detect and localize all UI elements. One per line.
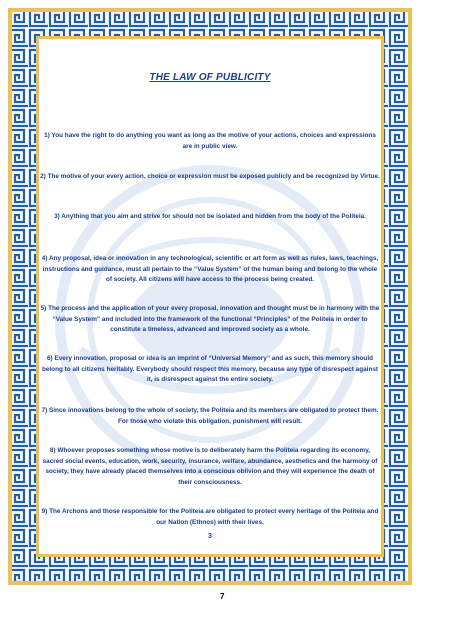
paragraph-7: 7) Since innovations belong to the whole of society, the Politeia and its members are obligated to protect them. For those who violate this obligation, punishment will result. — [41, 407, 379, 425]
paragraph-9: 9) The Archons and those responsible for the Politeia are obligated to protect every heritage of the Politeia and our Nation (Ethnos) with their lives. — [41, 508, 379, 526]
paragraph-4: 4) Any proposal, idea or innovation in any technological, scientific or art form as well as rules, laws, teachings, instructions and guidance, must all pertain to the “Value System” of the human being and belong to the whole of society. All citizens will have access to the process being created. — [41, 255, 379, 283]
paragraph-2: 2) The motive of your every action, choice or expression must be exposed publicly and be recognized by Virtue. — [40, 173, 380, 180]
page-number: 7 — [220, 592, 225, 601]
paragraph-6: 6) Every innovation, proposal or idea is an imprint of “Universal Memory” and as such, this memory should belong to all citizens heritably. Everybody should respect this memory, because any type of disrespect against it, is disrespect against the entire society. — [41, 355, 379, 383]
inner-page-number: 3 — [208, 533, 212, 540]
paragraph-1: 1) You have the right to do anything you want as long as the motive of your actions, choices and expressions are in public view. — [44, 132, 376, 150]
paragraph-5: 5) The process and the application of your every proposal, innovation and thought must be in harmony with the “Value System” and included into the framework of the functional “Principles” of the Politeia in order to constitute a timeless, advanced and improved society as a whole. — [40, 305, 380, 333]
document-content — [40, 72, 380, 121]
paragraph-3: 3) Anything that you aim and strive for should not be isolated and hidden from the body of the Politeia. — [54, 213, 366, 220]
document-title: THE LAW OF PUBLICITY — [149, 72, 271, 83]
paragraph-8: 8) Whoever proposes something whose motive is to deliberately harm the Politeia regarding its economy, sacred social events, education, work, security, insurance, welfare, abundance, aesthetics and the harmony of society, they have already placed themselves into a conscious oblivion and they will experience the death of their consciousness. — [42, 447, 378, 486]
